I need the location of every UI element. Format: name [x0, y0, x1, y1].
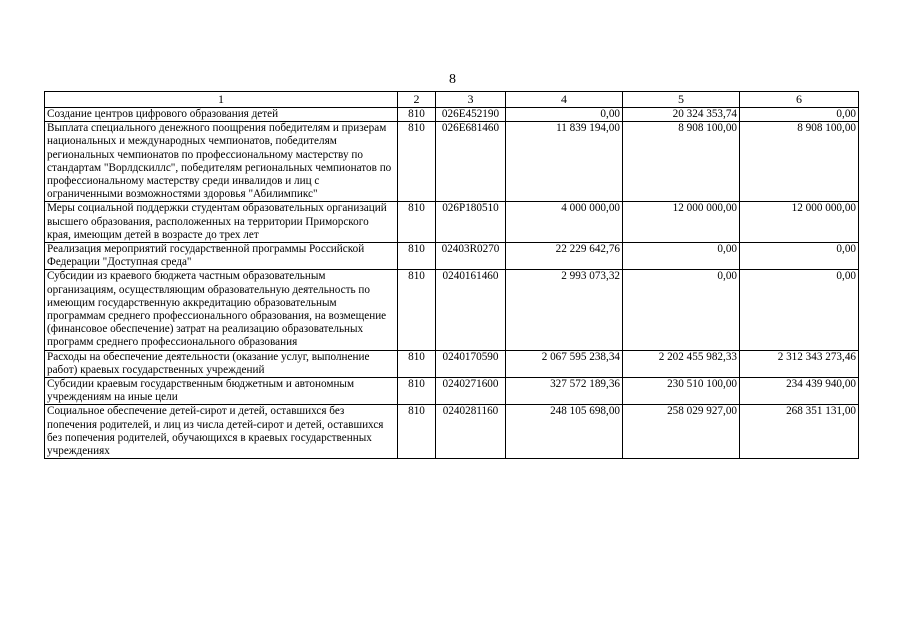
column-header: 5: [623, 92, 740, 108]
table-row: [45, 202, 859, 243]
row-name: Социальное обеспечение детей-сирот и детей, оставшихся без попечения родителей, и лиц из числа детей-сирот и детей, оставшихся без попечения родителей, обучающихся в краевых государственных учреждениях: [45, 405, 398, 459]
row-code-target: 02403R0270: [436, 243, 506, 270]
row-code-department: 810: [398, 108, 436, 122]
row-value-col4: 327 572 189,36: [506, 378, 623, 405]
table-row: [45, 108, 859, 122]
row-value-col6: 0,00: [740, 243, 859, 270]
row-name: Выплата специального денежного поощрения победителям и призерам национальных и международных чемпионатов, победителям региональных чемпионатов по профессиональному мастерству по стандартам "Ворлдскиллс", победителям региональных чемпионатов по профессиональному мастерству среди инвалидов и лиц с ограниченными возможностями здоровья "Абилимпикс": [45, 122, 398, 202]
row-code-target: 0240271600: [436, 378, 506, 405]
row-value-col6: 2 312 343 273,46: [740, 350, 859, 377]
column-header: 6: [740, 92, 859, 108]
row-value-col5: 230 510 100,00: [623, 378, 740, 405]
row-name: Меры социальной поддержки студентам образовательных организаций высшего образования, расположенных на территории Приморского края, имеющим детей в возрасте до трех лет: [45, 202, 398, 243]
row-value-col5: 8 908 100,00: [623, 122, 740, 202]
row-value-col5: 0,00: [623, 243, 740, 270]
row-value-col6: 0,00: [740, 270, 859, 350]
row-code-department: 810: [398, 378, 436, 405]
budget-table: [44, 91, 859, 459]
row-value-col6: 8 908 100,00: [740, 122, 859, 202]
row-name: Расходы на обеспечение деятельности (оказание услуг, выполнение работ) краевых государственных учреждений: [45, 350, 398, 377]
row-value-col4: 248 105 698,00: [506, 405, 623, 459]
row-value-col5: 20 324 353,74: [623, 108, 740, 122]
row-value-col6: 268 351 131,00: [740, 405, 859, 459]
table-row: [45, 243, 859, 270]
row-code-department: 810: [398, 405, 436, 459]
row-value-col5: 2 202 455 982,33: [623, 350, 740, 377]
table-row: [45, 350, 859, 377]
row-value-col4: 2 067 595 238,34: [506, 350, 623, 377]
row-code-target: 026E681460: [436, 122, 506, 202]
row-code-target: 0240281160: [436, 405, 506, 459]
row-name: Создание центров цифрового образования детей: [45, 108, 398, 122]
row-value-col4: 11 839 194,00: [506, 122, 623, 202]
row-name: Реализация мероприятий государственной программы Российской Федерации "Доступная среда": [45, 243, 398, 270]
row-code-target: 026P180510: [436, 202, 506, 243]
row-value-col6: 234 439 940,00: [740, 378, 859, 405]
table-row: [45, 122, 859, 202]
row-code-department: 810: [398, 122, 436, 202]
row-code-department: 810: [398, 202, 436, 243]
page-number: 8: [449, 72, 456, 87]
row-code-department: 810: [398, 350, 436, 377]
row-code-target: 026E452190: [436, 108, 506, 122]
row-code-department: 810: [398, 270, 436, 350]
row-value-col4: 0,00: [506, 108, 623, 122]
row-code-target: 0240170590: [436, 350, 506, 377]
row-value-col4: 2 993 073,32: [506, 270, 623, 350]
row-name: Субсидии из краевого бюджета частным образовательным организациям, осуществляющим образовательную деятельность по имеющим государственную аккредитацию образовательным программам среднего профессионального образования, на возмещение (финансовое обеспечение) затрат на реализацию образовательных программ среднего профессионального образования: [45, 270, 398, 350]
row-value-col6: 0,00: [740, 108, 859, 122]
row-value-col4: 4 000 000,00: [506, 202, 623, 243]
row-code-target: 0240161460: [436, 270, 506, 350]
row-value-col4: 22 229 642,76: [506, 243, 623, 270]
row-value-col5: 258 029 927,00: [623, 405, 740, 459]
row-value-col5: 0,00: [623, 270, 740, 350]
column-header: 1: [45, 92, 398, 108]
table-header-row: [45, 92, 859, 108]
row-code-department: 810: [398, 243, 436, 270]
row-name: Субсидии краевым государственным бюджетным и автономным учреждениям на иные цели: [45, 378, 398, 405]
column-header: 3: [436, 92, 506, 108]
column-header: 2: [398, 92, 436, 108]
row-value-col6: 12 000 000,00: [740, 202, 859, 243]
table-row: [45, 405, 859, 459]
row-value-col5: 12 000 000,00: [623, 202, 740, 243]
table-row: [45, 378, 859, 405]
column-header: 4: [506, 92, 623, 108]
table-row: [45, 270, 859, 350]
